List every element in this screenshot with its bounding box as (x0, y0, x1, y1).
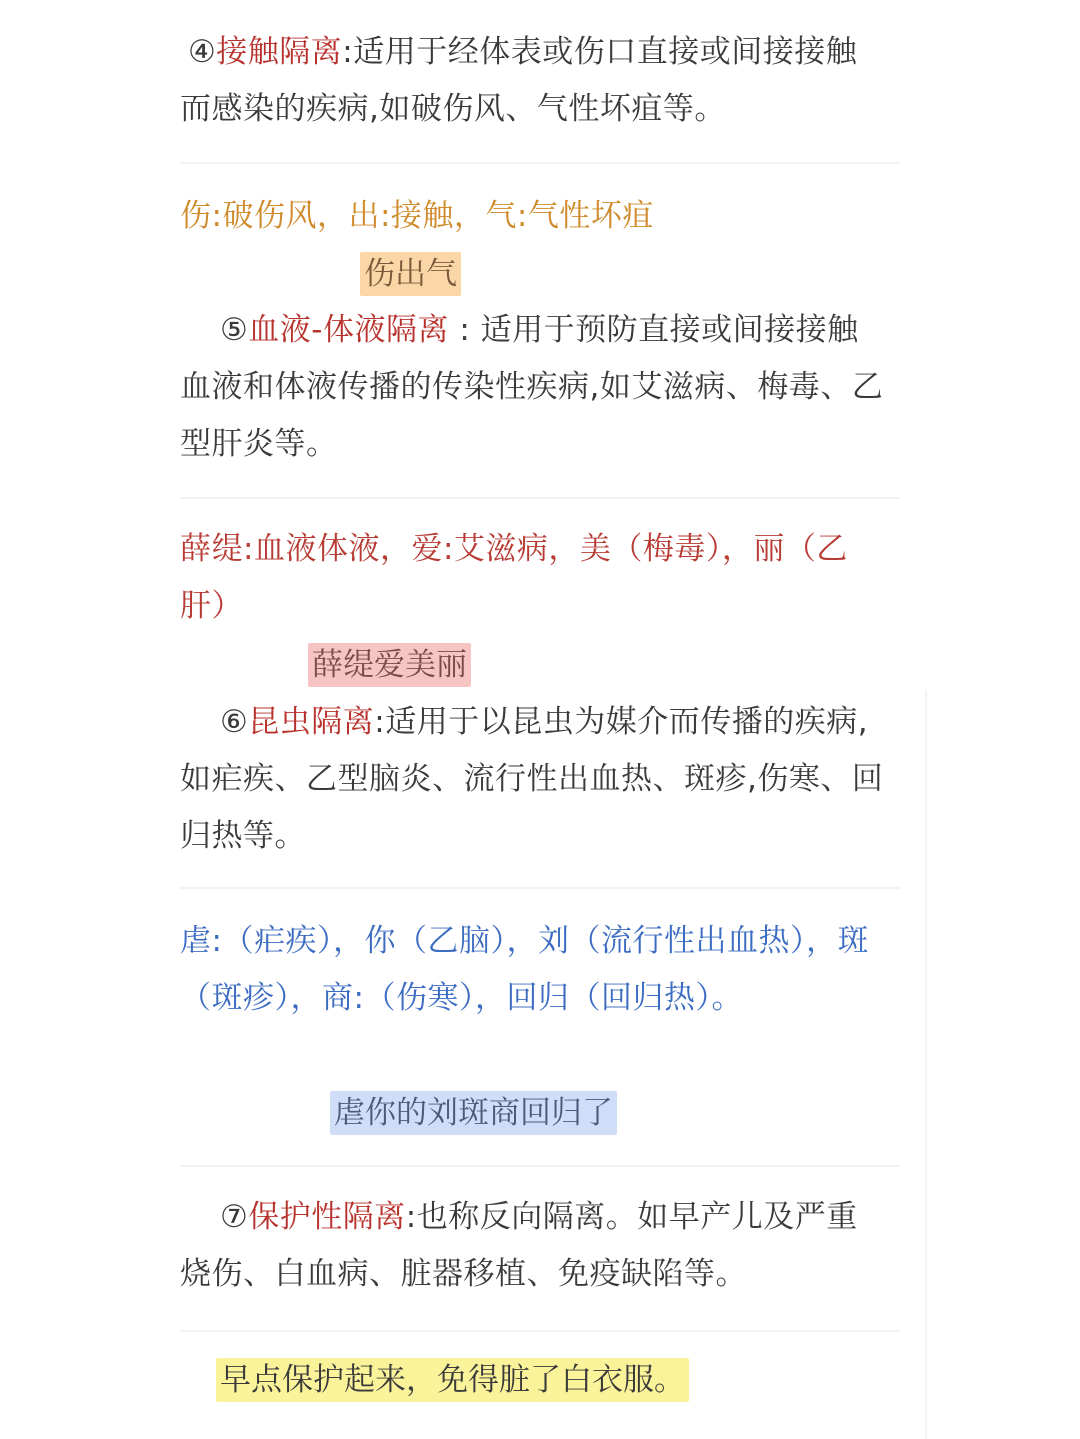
section-4-paragraph (180, 24, 885, 138)
section-6-highlight: 虐你的刘斑商回归了 (330, 1091, 617, 1135)
section-6-number: ⑥ (220, 704, 249, 740)
section-5-number: ⑤ (220, 312, 249, 348)
section-4-body: :适用于经体表或伤口直接或间接接触而感染的疾病,如破伤风、气性坏疽等。 (180, 34, 858, 127)
section-4-mnemonic: 伤:破伤风，出:接触，气:气性坏疽 (180, 198, 654, 234)
section-6-paragraph (180, 694, 885, 865)
section-6-body: :适用于以昆虫为媒介而传播的疾病,如疟疾、乙型脑炎、流行性出血热、斑疹,伤寒、回归热等。 (180, 704, 884, 854)
section-5-title: 血液-体液隔离 (248, 312, 449, 348)
divider (180, 887, 900, 889)
section-7-paragraph (180, 1189, 885, 1303)
divider (180, 162, 900, 164)
section-6-title: 昆虫隔离 (248, 704, 375, 740)
section-7-number: ⑦ (220, 1199, 249, 1235)
section-4-number: ④ (188, 34, 217, 70)
section-5-mnemonic: 薛缇:血液体液，爱:艾滋病，美（梅毒），丽（乙肝） (180, 531, 848, 624)
divider (180, 497, 900, 499)
page-edge-line (925, 690, 927, 1439)
divider (180, 1165, 900, 1167)
section-7-body: :也称反向隔离。如早产儿及严重烧伤、白血病、脏器移植、免疫缺陷等。 (180, 1199, 858, 1292)
section-6-mnemonic: 虐:（疟疾），你（乙脑），刘（流行性出血热），斑（斑疹），商:（伤寒），回归（回归热）。 (180, 923, 869, 1016)
section-5-body: : 适用于预防直接或间接接触血液和体液传播的传染性疾病,如艾滋病、梅毒、乙型肝炎等。 (180, 312, 884, 462)
divider (180, 1330, 900, 1332)
section-4-highlight: 伤出气 (360, 252, 461, 296)
section-5-highlight: 薛缇爱美丽 (308, 643, 471, 687)
section-7-highlight: 早点保护起来，免得脏了白衣服。 (216, 1358, 689, 1402)
section-7-title: 保护性隔离 (248, 1199, 406, 1235)
section-4-title: 接触隔离 (216, 34, 343, 70)
section-5-paragraph (180, 302, 885, 473)
